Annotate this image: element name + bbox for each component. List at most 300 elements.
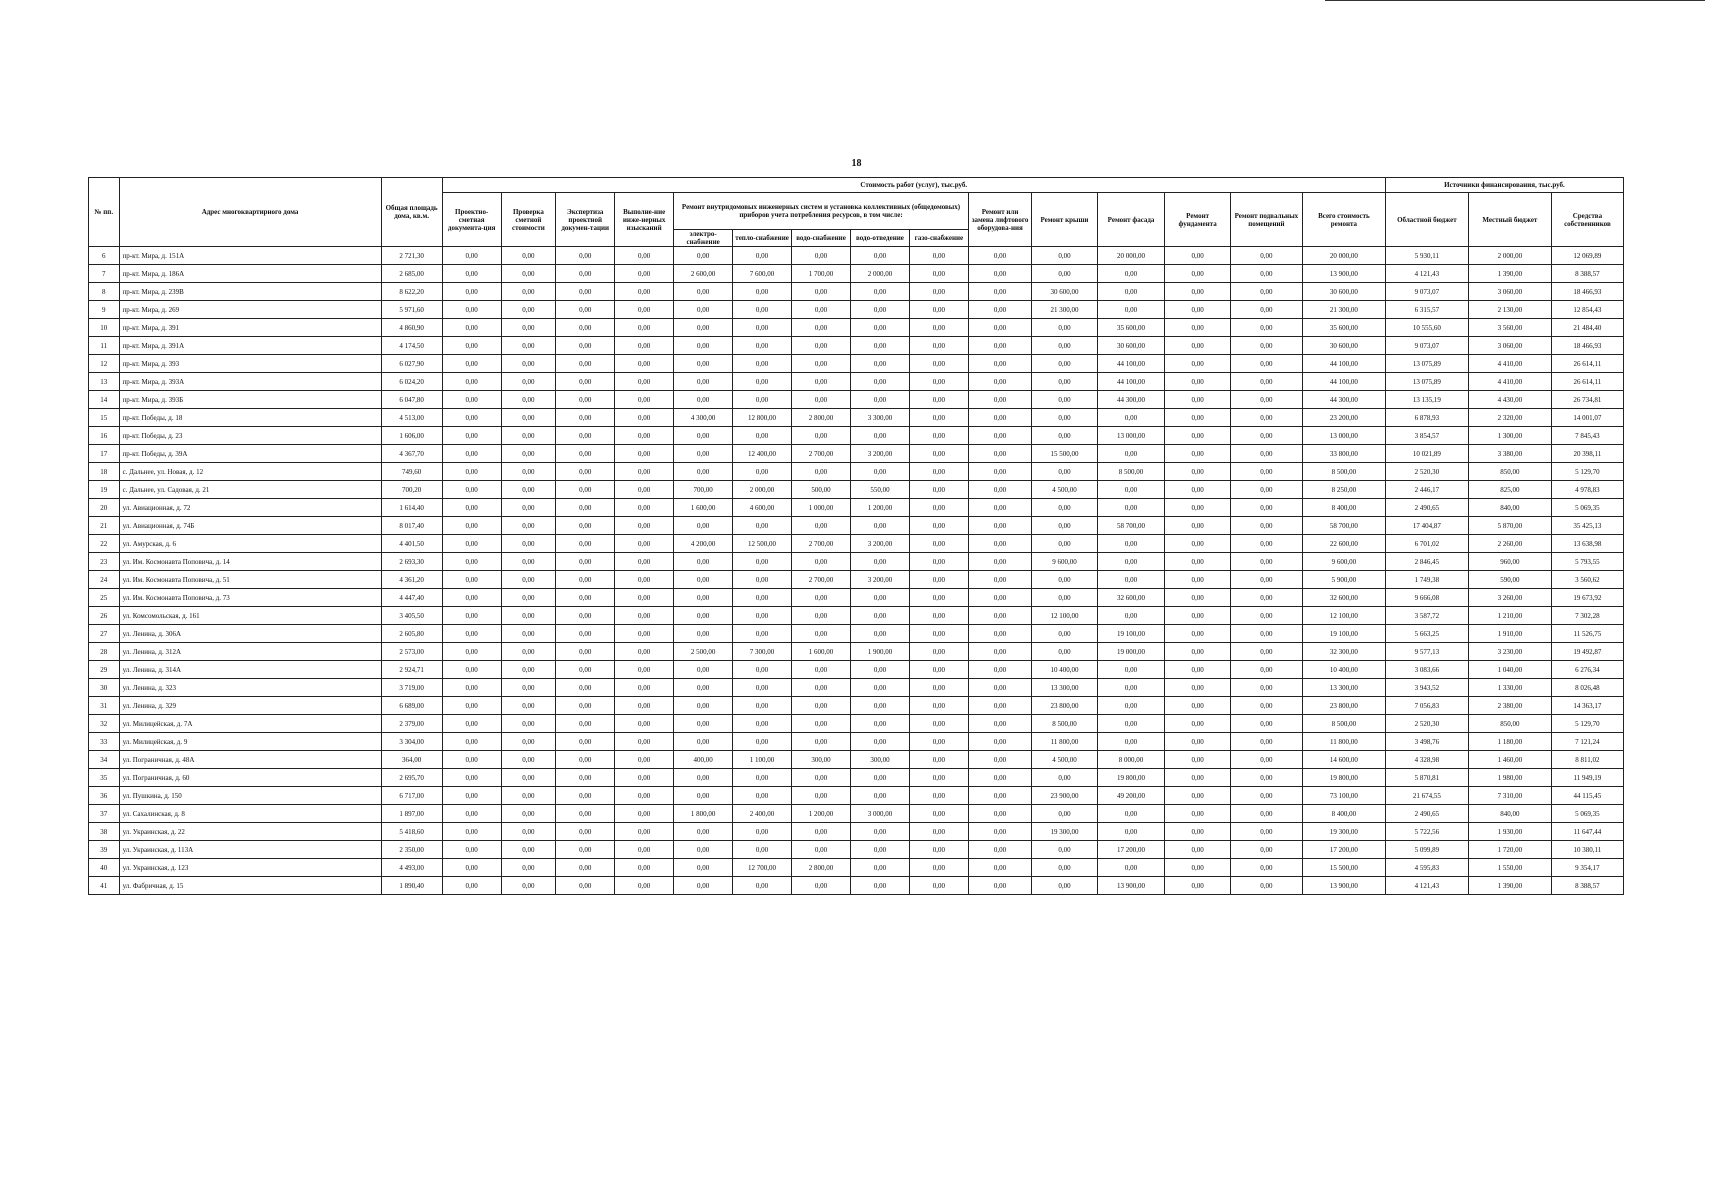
row-number-cell: 20: [89, 499, 120, 517]
value-cell: 0,00: [442, 355, 501, 373]
col-local-budget-header: Местный бюджет: [1468, 193, 1551, 247]
value-cell: 0,00: [556, 355, 615, 373]
value-cell: 0,00: [501, 733, 556, 751]
value-cell: 0,00: [615, 427, 674, 445]
area-cell: 2 685,00: [381, 265, 442, 283]
value-cell: 0,00: [442, 535, 501, 553]
value-cell: 44 100,00: [1302, 373, 1385, 391]
table-row: [89, 463, 1624, 481]
value-cell: 0,00: [909, 697, 968, 715]
value-cell: 960,00: [1468, 553, 1551, 571]
value-cell: 8 400,00: [1302, 499, 1385, 517]
value-cell: 0,00: [442, 787, 501, 805]
value-cell: 0,00: [501, 265, 556, 283]
value-cell: 0,00: [1230, 373, 1302, 391]
value-cell: 0,00: [1032, 535, 1098, 553]
value-cell: 0,00: [1230, 661, 1302, 679]
value-cell: 0,00: [1032, 499, 1098, 517]
value-cell: 0,00: [1165, 625, 1231, 643]
value-cell: 0,00: [442, 625, 501, 643]
value-cell: 1 300,00: [1468, 427, 1551, 445]
row-number-cell: 30: [89, 679, 120, 697]
value-cell: 0,00: [1032, 427, 1098, 445]
row-number-cell: 21: [89, 517, 120, 535]
value-cell: 0,00: [1032, 643, 1098, 661]
value-cell: 0,00: [556, 841, 615, 859]
value-cell: 0,00: [1097, 859, 1165, 877]
value-cell: 0,00: [442, 409, 501, 427]
table-row: [89, 697, 1624, 715]
value-cell: 0,00: [733, 697, 792, 715]
value-cell: 0,00: [968, 427, 1031, 445]
area-cell: 2 721,30: [381, 247, 442, 265]
value-cell: 0,00: [850, 841, 909, 859]
value-cell: 0,00: [968, 697, 1031, 715]
value-cell: 3 060,00: [1468, 283, 1551, 301]
value-cell: 0,00: [1097, 283, 1165, 301]
value-cell: 0,00: [968, 409, 1031, 427]
row-number-cell: 13: [89, 373, 120, 391]
value-cell: 0,00: [1097, 715, 1165, 733]
value-cell: 1 930,00: [1468, 823, 1551, 841]
address-cell: ул. Им. Космонавта Поповича, д. 51: [119, 571, 381, 589]
value-cell: 0,00: [1230, 589, 1302, 607]
value-cell: 0,00: [909, 859, 968, 877]
value-cell: 19 300,00: [1032, 823, 1098, 841]
value-cell: 0,00: [850, 679, 909, 697]
address-cell: ул. Комсомольская, д. 161: [119, 607, 381, 625]
row-number-cell: 28: [89, 643, 120, 661]
value-cell: 0,00: [909, 499, 968, 517]
value-cell: 1 100,00: [733, 751, 792, 769]
value-cell: 17 200,00: [1097, 841, 1165, 859]
row-number-cell: 25: [89, 589, 120, 607]
value-cell: 0,00: [615, 877, 674, 895]
value-cell: 19 100,00: [1302, 625, 1385, 643]
value-cell: 0,00: [1230, 715, 1302, 733]
value-cell: 23 800,00: [1032, 697, 1098, 715]
value-cell: 0,00: [968, 463, 1031, 481]
value-cell: 2 800,00: [792, 409, 851, 427]
value-cell: 4 200,00: [674, 535, 733, 553]
value-cell: 0,00: [850, 301, 909, 319]
value-cell: 3 380,00: [1468, 445, 1551, 463]
value-cell: 44 100,00: [1097, 355, 1165, 373]
value-cell: 0,00: [1097, 481, 1165, 499]
address-cell: пр-кт. Мира, д. 393А: [119, 373, 381, 391]
value-cell: 0,00: [909, 805, 968, 823]
value-cell: 0,00: [733, 571, 792, 589]
value-cell: 0,00: [615, 571, 674, 589]
value-cell: 0,00: [968, 643, 1031, 661]
table-row: [89, 823, 1624, 841]
value-cell: 22 600,00: [1302, 535, 1385, 553]
value-cell: 0,00: [556, 571, 615, 589]
value-cell: 0,00: [968, 337, 1031, 355]
value-cell: 0,00: [909, 301, 968, 319]
value-cell: 8 811,02: [1551, 751, 1623, 769]
value-cell: 1 980,00: [1468, 769, 1551, 787]
value-cell: 1 330,00: [1468, 679, 1551, 697]
value-cell: 0,00: [909, 247, 968, 265]
table-body: [89, 247, 1624, 895]
value-cell: 0,00: [1097, 805, 1165, 823]
value-cell: 0,00: [501, 679, 556, 697]
value-cell: 0,00: [442, 445, 501, 463]
value-cell: 0,00: [1097, 445, 1165, 463]
value-cell: 0,00: [1165, 463, 1231, 481]
value-cell: 0,00: [674, 841, 733, 859]
row-number-cell: 6: [89, 247, 120, 265]
table-row: [89, 643, 1624, 661]
value-cell: 3 260,00: [1468, 589, 1551, 607]
address-cell: ул. Милицейская, д. 9: [119, 733, 381, 751]
area-cell: 700,20: [381, 481, 442, 499]
value-cell: 0,00: [968, 319, 1031, 337]
value-cell: 0,00: [674, 571, 733, 589]
value-cell: 590,00: [1468, 571, 1551, 589]
value-cell: 0,00: [674, 517, 733, 535]
row-number-cell: 26: [89, 607, 120, 625]
value-cell: 0,00: [556, 877, 615, 895]
value-cell: 2 000,00: [1468, 247, 1551, 265]
value-cell: 0,00: [501, 787, 556, 805]
col-basement-header: Ремонт подвальных помещений: [1230, 193, 1302, 247]
value-cell: 1 040,00: [1468, 661, 1551, 679]
value-cell: 0,00: [792, 337, 851, 355]
value-cell: 0,00: [1097, 409, 1165, 427]
value-cell: 0,00: [968, 877, 1031, 895]
value-cell: 0,00: [909, 553, 968, 571]
value-cell: 7 310,00: [1468, 787, 1551, 805]
address-cell: ул. Ленина, д. 312А: [119, 643, 381, 661]
value-cell: 0,00: [968, 625, 1031, 643]
area-cell: 4 174,50: [381, 337, 442, 355]
value-cell: 13 300,00: [1032, 679, 1098, 697]
row-number-cell: 16: [89, 427, 120, 445]
value-cell: 0,00: [615, 607, 674, 625]
value-cell: 4 978,83: [1551, 481, 1623, 499]
value-cell: 0,00: [615, 787, 674, 805]
value-cell: 5 793,55: [1551, 553, 1623, 571]
value-cell: 44 300,00: [1302, 391, 1385, 409]
value-cell: 0,00: [1097, 499, 1165, 517]
col-project-docs-header: Проектно-сметная документа-ция: [442, 193, 501, 247]
value-cell: 44 100,00: [1302, 355, 1385, 373]
value-cell: 0,00: [850, 733, 909, 751]
value-cell: 0,00: [792, 391, 851, 409]
value-cell: 8 388,57: [1551, 877, 1623, 895]
value-cell: 0,00: [1230, 481, 1302, 499]
value-cell: 0,00: [1165, 517, 1231, 535]
value-cell: 0,00: [968, 373, 1031, 391]
value-cell: 0,00: [556, 859, 615, 877]
row-number-cell: 19: [89, 481, 120, 499]
area-cell: 5 971,60: [381, 301, 442, 319]
value-cell: 0,00: [909, 679, 968, 697]
value-cell: 0,00: [792, 607, 851, 625]
value-cell: 0,00: [442, 769, 501, 787]
value-cell: 0,00: [501, 697, 556, 715]
value-cell: 0,00: [615, 805, 674, 823]
value-cell: 0,00: [501, 301, 556, 319]
value-cell: 0,00: [674, 373, 733, 391]
value-cell: 0,00: [968, 247, 1031, 265]
value-cell: 13 075,89: [1385, 355, 1468, 373]
value-cell: 0,00: [968, 661, 1031, 679]
value-cell: 0,00: [909, 715, 968, 733]
value-cell: 0,00: [968, 481, 1031, 499]
value-cell: 0,00: [1165, 733, 1231, 751]
value-cell: 0,00: [556, 301, 615, 319]
sub-gas-header: газо-снабжение: [909, 230, 968, 247]
address-cell: пр-кт. Мира, д. 393: [119, 355, 381, 373]
value-cell: 4 300,00: [674, 409, 733, 427]
value-cell: 0,00: [442, 265, 501, 283]
value-cell: 0,00: [909, 265, 968, 283]
value-cell: 0,00: [850, 391, 909, 409]
table-row: [89, 625, 1624, 643]
value-cell: 0,00: [1230, 499, 1302, 517]
value-cell: 0,00: [968, 283, 1031, 301]
value-cell: 0,00: [1165, 427, 1231, 445]
value-cell: 10 400,00: [1032, 661, 1098, 679]
value-cell: 7 056,83: [1385, 697, 1468, 715]
value-cell: 0,00: [968, 769, 1031, 787]
address-cell: ул. Украинская, д. 123: [119, 859, 381, 877]
value-cell: 35 425,13: [1551, 517, 1623, 535]
value-cell: 0,00: [501, 607, 556, 625]
area-cell: 6 717,00: [381, 787, 442, 805]
value-cell: 6 878,93: [1385, 409, 1468, 427]
value-cell: 500,00: [792, 481, 851, 499]
value-cell: 0,00: [850, 247, 909, 265]
value-cell: 550,00: [850, 481, 909, 499]
value-cell: 0,00: [442, 607, 501, 625]
value-cell: 0,00: [968, 751, 1031, 769]
value-cell: 0,00: [1165, 445, 1231, 463]
table-row: [89, 535, 1624, 553]
value-cell: 0,00: [909, 769, 968, 787]
value-cell: 8 400,00: [1302, 805, 1385, 823]
value-cell: 13 075,89: [1385, 373, 1468, 391]
value-cell: 5 930,11: [1385, 247, 1468, 265]
value-cell: 0,00: [442, 463, 501, 481]
value-cell: 0,00: [850, 337, 909, 355]
value-cell: 0,00: [674, 463, 733, 481]
value-cell: 0,00: [615, 679, 674, 697]
value-cell: 0,00: [615, 265, 674, 283]
value-cell: 0,00: [556, 409, 615, 427]
col-regional-budget-header: Областной бюджет: [1385, 193, 1468, 247]
value-cell: 0,00: [1165, 283, 1231, 301]
value-cell: 0,00: [850, 427, 909, 445]
value-cell: 14 001,07: [1551, 409, 1623, 427]
value-cell: 7 300,00: [733, 643, 792, 661]
value-cell: 0,00: [442, 571, 501, 589]
value-cell: 0,00: [909, 733, 968, 751]
value-cell: 1 180,00: [1468, 733, 1551, 751]
value-cell: 0,00: [1230, 877, 1302, 895]
value-cell: 12 400,00: [733, 445, 792, 463]
value-cell: 0,00: [909, 751, 968, 769]
value-cell: 0,00: [674, 607, 733, 625]
value-cell: 1 390,00: [1468, 265, 1551, 283]
value-cell: 0,00: [909, 823, 968, 841]
value-cell: 0,00: [968, 301, 1031, 319]
area-cell: 6 027,90: [381, 355, 442, 373]
address-cell: пр-кт. Мира, д. 391: [119, 319, 381, 337]
value-cell: 2 000,00: [850, 265, 909, 283]
value-cell: 0,00: [1230, 427, 1302, 445]
value-cell: 0,00: [1165, 589, 1231, 607]
value-cell: 1 390,00: [1468, 877, 1551, 895]
value-cell: 0,00: [1165, 607, 1231, 625]
value-cell: 0,00: [850, 463, 909, 481]
value-cell: 0,00: [615, 661, 674, 679]
value-cell: 10 380,11: [1551, 841, 1623, 859]
value-cell: 0,00: [556, 337, 615, 355]
value-cell: 0,00: [1032, 841, 1098, 859]
value-cell: 0,00: [615, 481, 674, 499]
table-row: [89, 679, 1624, 697]
value-cell: 0,00: [1165, 337, 1231, 355]
value-cell: 0,00: [733, 877, 792, 895]
value-cell: 0,00: [615, 553, 674, 571]
value-cell: 0,00: [442, 877, 501, 895]
area-cell: 749,60: [381, 463, 442, 481]
value-cell: 0,00: [501, 319, 556, 337]
value-cell: 0,00: [792, 427, 851, 445]
value-cell: 0,00: [1032, 355, 1098, 373]
value-cell: 0,00: [615, 697, 674, 715]
value-cell: 0,00: [968, 589, 1031, 607]
table-row: [89, 517, 1624, 535]
value-cell: 7 845,43: [1551, 427, 1623, 445]
value-cell: 0,00: [792, 625, 851, 643]
value-cell: 10 400,00: [1302, 661, 1385, 679]
value-cell: 0,00: [968, 391, 1031, 409]
value-cell: 0,00: [733, 679, 792, 697]
area-cell: 2 924,71: [381, 661, 442, 679]
value-cell: 0,00: [1230, 463, 1302, 481]
value-cell: 0,00: [615, 247, 674, 265]
area-cell: 6 047,80: [381, 391, 442, 409]
value-cell: 0,00: [909, 589, 968, 607]
value-cell: 0,00: [442, 247, 501, 265]
value-cell: 0,00: [556, 661, 615, 679]
value-cell: 23 800,00: [1302, 697, 1385, 715]
table-row: [89, 445, 1624, 463]
address-cell: ул. Пограничная, д. 60: [119, 769, 381, 787]
value-cell: 0,00: [1230, 841, 1302, 859]
value-cell: 0,00: [1032, 769, 1098, 787]
value-cell: 0,00: [615, 733, 674, 751]
table-row: [89, 841, 1624, 859]
value-cell: 0,00: [850, 661, 909, 679]
table-row: [89, 265, 1624, 283]
value-cell: 0,00: [556, 427, 615, 445]
value-cell: 0,00: [733, 301, 792, 319]
value-cell: 0,00: [1230, 301, 1302, 319]
row-number-cell: 9: [89, 301, 120, 319]
row-number-cell: 27: [89, 625, 120, 643]
value-cell: 0,00: [909, 877, 968, 895]
value-cell: 0,00: [909, 841, 968, 859]
value-cell: 0,00: [674, 625, 733, 643]
value-cell: 0,00: [1230, 337, 1302, 355]
value-cell: 5 099,89: [1385, 841, 1468, 859]
value-cell: 0,00: [792, 283, 851, 301]
value-cell: 0,00: [1165, 751, 1231, 769]
value-cell: 0,00: [501, 877, 556, 895]
sub-water-header: водо-снабжение: [792, 230, 851, 247]
value-cell: 0,00: [1230, 787, 1302, 805]
value-cell: 0,00: [1230, 679, 1302, 697]
sub-heat-header: тепло-снабжение: [733, 230, 792, 247]
value-cell: 32 600,00: [1097, 589, 1165, 607]
value-cell: 0,00: [1097, 265, 1165, 283]
value-cell: 11 526,75: [1551, 625, 1623, 643]
value-cell: 0,00: [615, 445, 674, 463]
value-cell: 5 069,35: [1551, 805, 1623, 823]
value-cell: 1 749,38: [1385, 571, 1468, 589]
value-cell: 0,00: [1230, 625, 1302, 643]
value-cell: 8 026,48: [1551, 679, 1623, 697]
value-cell: 2 800,00: [792, 859, 851, 877]
value-cell: 0,00: [909, 661, 968, 679]
address-cell: ул. Ленина, д. 329: [119, 697, 381, 715]
value-cell: 0,00: [556, 391, 615, 409]
value-cell: 840,00: [1468, 499, 1551, 517]
value-cell: 0,00: [501, 805, 556, 823]
value-cell: 2 260,00: [1468, 535, 1551, 553]
table-row: [89, 769, 1624, 787]
value-cell: 0,00: [556, 517, 615, 535]
address-cell: пр-кт. Мира, д. 391А: [119, 337, 381, 355]
value-cell: 0,00: [615, 643, 674, 661]
value-cell: 0,00: [792, 553, 851, 571]
value-cell: 12 854,43: [1551, 301, 1623, 319]
address-cell: ул. Им. Космонавта Поповича, д. 73: [119, 589, 381, 607]
value-cell: 0,00: [442, 391, 501, 409]
value-cell: 0,00: [674, 319, 733, 337]
value-cell: 1 800,00: [674, 805, 733, 823]
address-cell: пр-кт. Победы, д. 18: [119, 409, 381, 427]
value-cell: 0,00: [1165, 679, 1231, 697]
value-cell: 0,00: [792, 355, 851, 373]
address-cell: пр-кт. Мира, д. 151А: [119, 247, 381, 265]
address-cell: ул. Им. Космонавта Поповича, д. 14: [119, 553, 381, 571]
value-cell: 2 520,30: [1385, 463, 1468, 481]
value-cell: 0,00: [556, 373, 615, 391]
value-cell: 0,00: [792, 769, 851, 787]
value-cell: 700,00: [674, 481, 733, 499]
value-cell: 6 701,02: [1385, 535, 1468, 553]
value-cell: 0,00: [442, 697, 501, 715]
value-cell: 0,00: [556, 499, 615, 517]
value-cell: 0,00: [1165, 553, 1231, 571]
value-cell: 0,00: [674, 877, 733, 895]
value-cell: 0,00: [1230, 751, 1302, 769]
value-cell: 0,00: [615, 715, 674, 733]
value-cell: 0,00: [556, 553, 615, 571]
value-cell: 0,00: [615, 823, 674, 841]
row-number-cell: 36: [89, 787, 120, 805]
value-cell: 0,00: [442, 427, 501, 445]
area-cell: 4 493,00: [381, 859, 442, 877]
value-cell: 3 560,00: [1468, 319, 1551, 337]
